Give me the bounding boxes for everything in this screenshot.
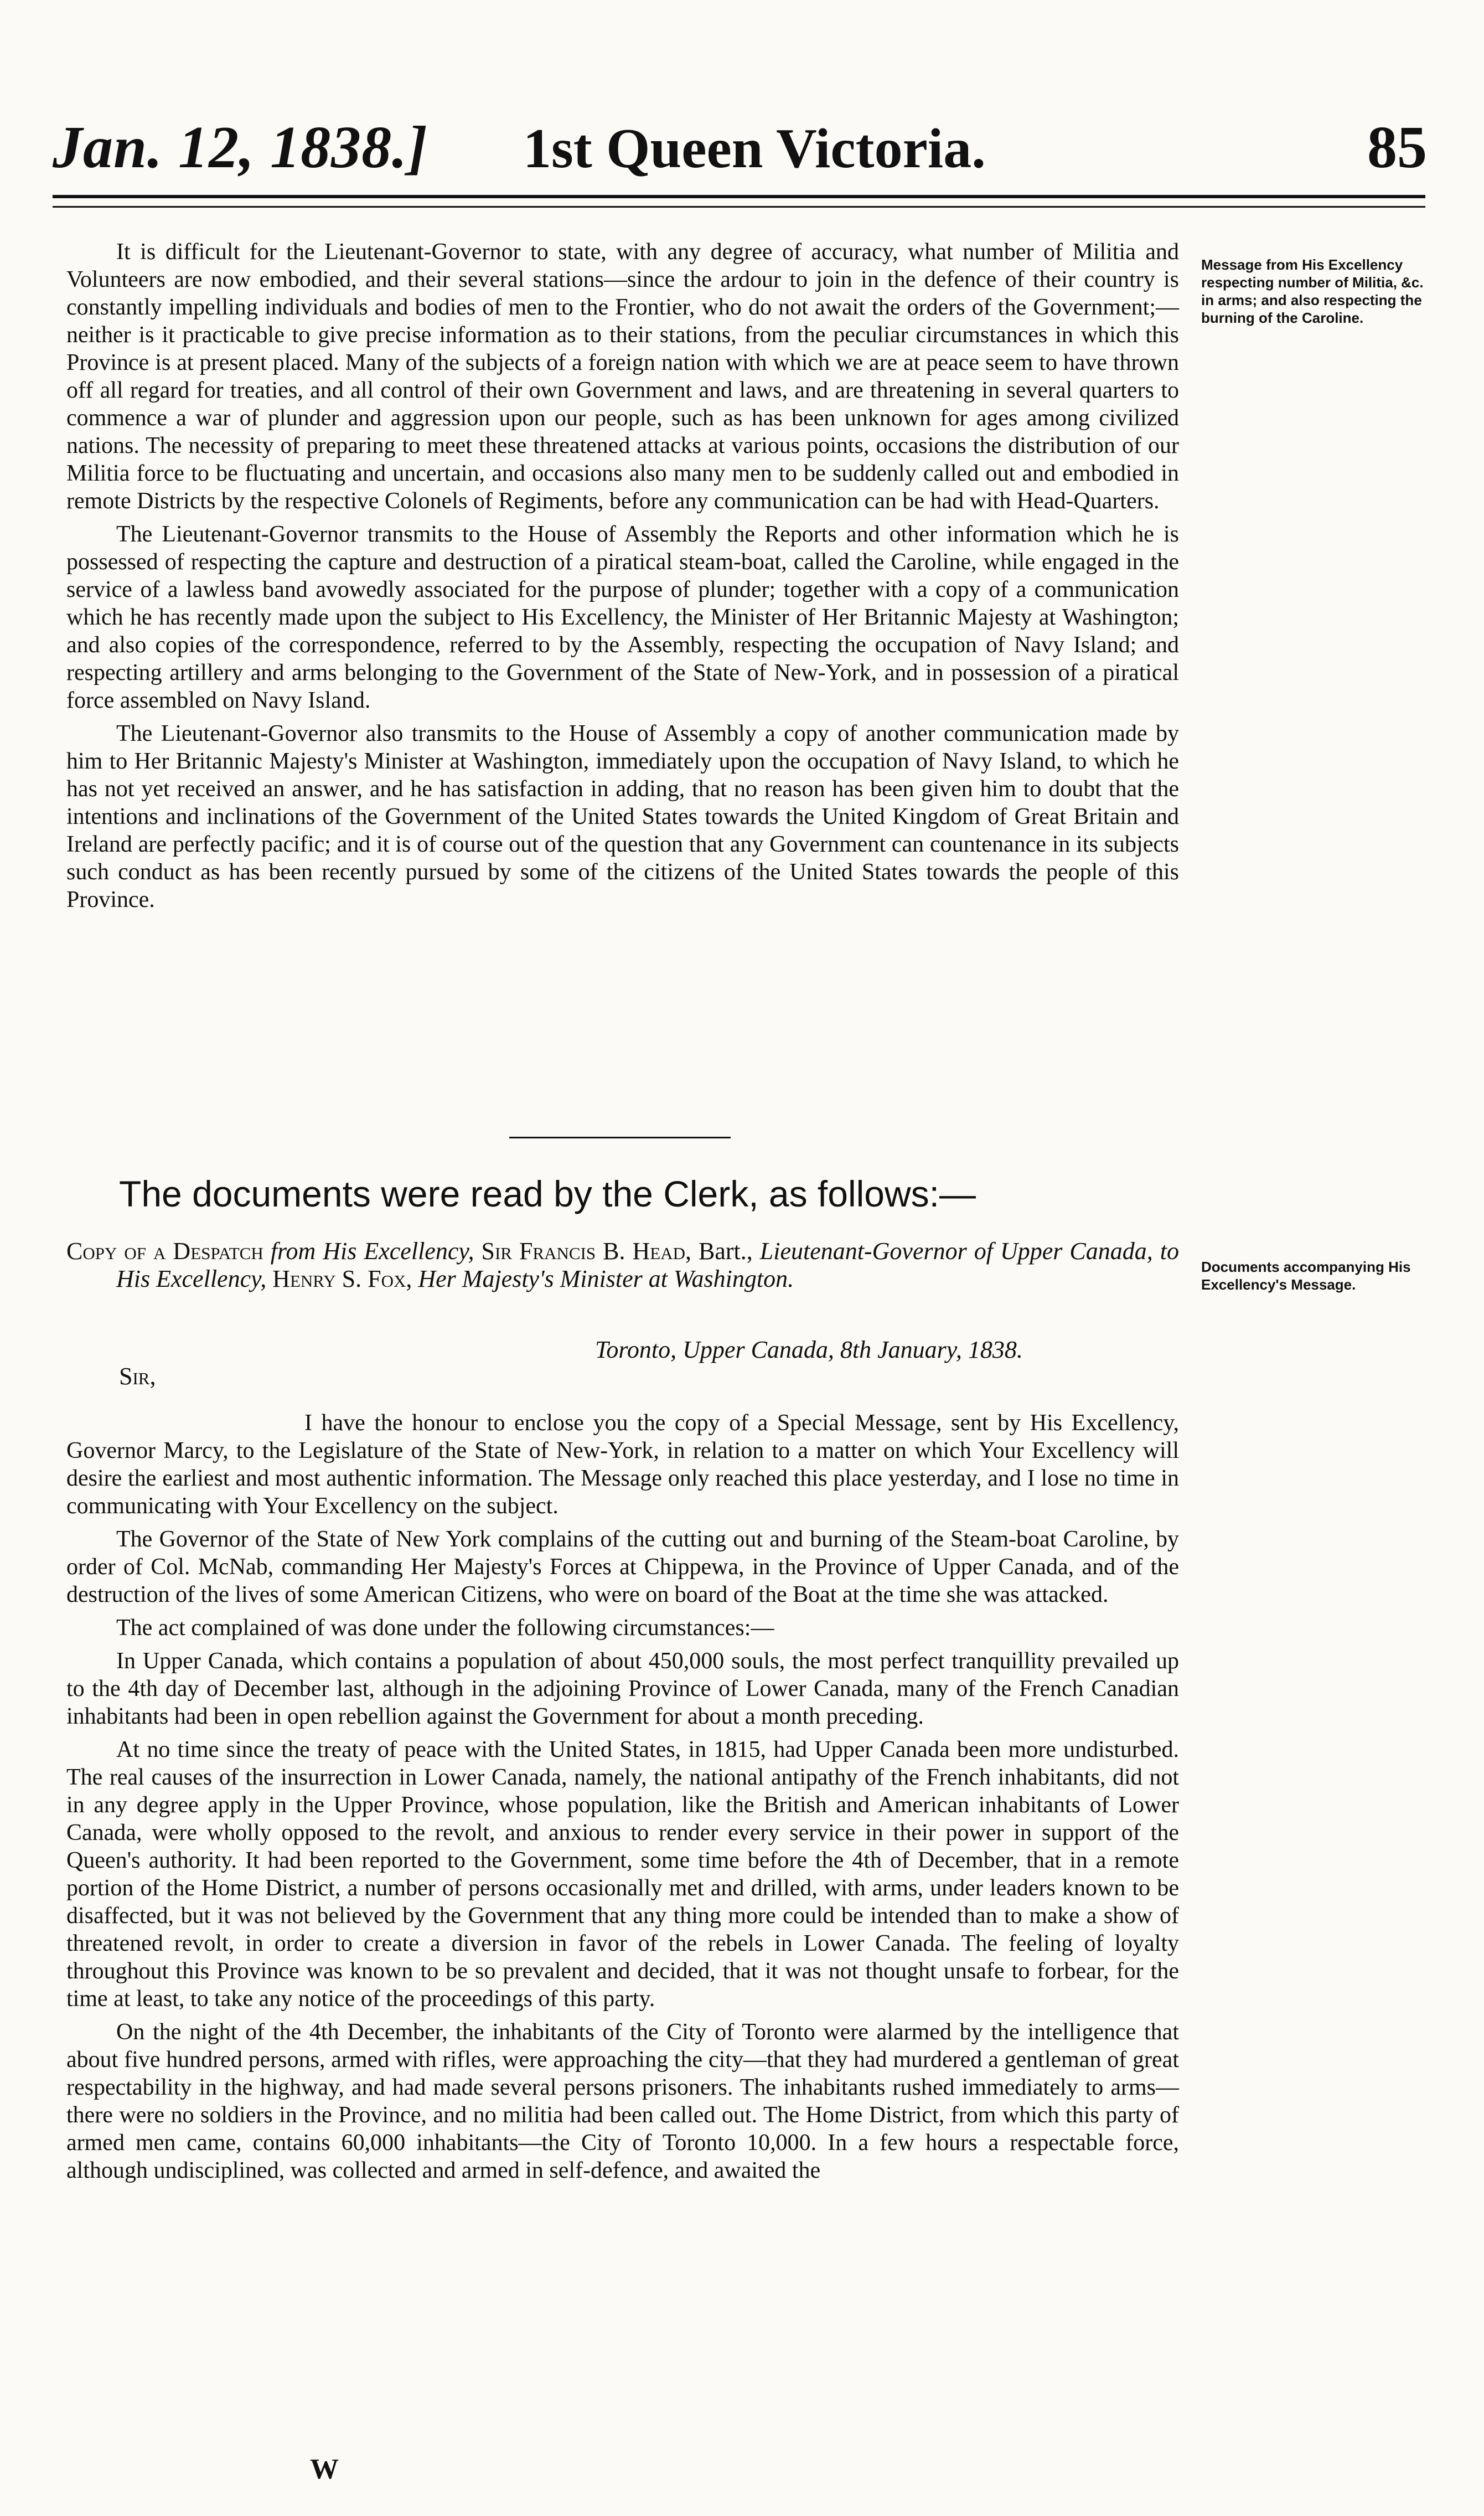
message-paragraph: It is difficult for the Lieutenant-Governor to state, with any degree of accuracy, what number of Militia and Volunteers are now embodied, and their several stations—since the ardour to join in the defence of their country is constantly impelling individuals and bodies of men to the Frontier, who do not await the orders of the Government;—neither is it practicable to give precise information as to their stations, from the peculiar circumstances in which this Province is at present placed. Many of the subjects of a foreign nation with which we are at peace seem to have thrown off all regard for treaties, and all control of their own Government and laws, and are threatening in several quarters to commence a war of plunder and aggression upon our people, such as has been unknown for ages among civilized nations. The necessity of preparing to meet these threatened attacks at various points, occasions the distribution of our Militia force to be fluctuating and uncertain, and occasions also many men to be suddenly called out and embodied in remote Districts by the respective Colonels of Regiments, before any communication can be had with Head-Quarters. <box>66 239 1179 514</box>
despatch-paragraph: The Governor of the State of New York complains of the cutting out and burning of the Steam-boat Caroline, by order of Col. McNab, commanding Her Majesty's Forces at Chippewa, in the Province of Upper Canada, and of the destruction of the lives of some American Citizens, who were on board of the Boat at the time she was attacked. <box>66 1527 1179 1607</box>
despatch-lt-gov: Lieutenant-Governor of Upper Canada, to His Excellency, <box>116 1238 1179 1292</box>
despatch-place-date: Toronto, Upper Canada, 8th January, 1838. <box>595 1336 1023 1363</box>
despatch-sender: Sir Francis B. Head, <box>481 1238 691 1265</box>
message-body <box>66 238 1179 919</box>
signature-mark: W <box>310 2453 339 2485</box>
documents-heading: The documents were read by the Clerk, as follows:— <box>119 1173 976 1214</box>
header-title: 1st Queen Victoria. <box>523 117 986 180</box>
message-paragraph: The Lieutenant-Governor transmits to the House of Assembly the Reports and other information which he is possessed of respecting the capture and destruction of a piratical steam-boat, called the Caroline, while engaged in the service of a lawless band avowedly associated for the purpose of plunder; together with a copy of a communication which he has recently made upon the subject to His Excellency, the Minister of Her Britannic Majesty at Washington; and also copies of the correspondence, referred to by the Assembly, respecting the occupation of Navy Island; and respecting artillery and arms belonging to the Government of the State of New-York, and in possession of a piratical force assembled on Navy Island. <box>66 522 1179 713</box>
despatch-paragraph: In Upper Canada, which contains a population of about 450,000 souls, the most perfect tranquillity prevailed up to the 4th day of December last, although in the adjoining Province of Lower Canada, many of the French Canadian inhabitants had been in open rebellion against the Government for about a month preceding. <box>66 1648 1179 1729</box>
section-divider <box>509 1137 731 1138</box>
despatch-recipient: Henry S. Fox, <box>272 1265 412 1292</box>
page-number: 85 <box>1367 115 1427 181</box>
despatch-copy-of: Copy of a Despatch <box>66 1238 263 1265</box>
despatch-bart: Bart., <box>699 1238 753 1265</box>
despatch-paragraph: I have the honour to enclose you the copy of a Special Message, sent by His Excellency, Governor Marcy, to the Legislature of the State of New-York, in relation to a matter on which Your Excellency will desire the earliest and most authentic information. The Message only reached this place yesterday, and I lose no time in communicating with Your Excellency on the subject. <box>66 1410 1179 1519</box>
despatch-minister: Her Majesty's Minister at Washington. <box>418 1265 794 1292</box>
margin-note-message: Message from His Excellency respecting number of Militia, &c. in arms; and also respecting the burning of the Caroline. <box>1201 256 1424 326</box>
header-date: Jan. 12, 1838.] <box>53 115 428 181</box>
despatch-title <box>66 1238 1179 1293</box>
despatch-paragraph: The act complained of was done under the following circumstances:— <box>116 1615 774 1641</box>
margin-note-documents: Documents accompanying His Excellency's Message. <box>1201 1259 1411 1293</box>
despatch-salutation: Sir, <box>119 1363 156 1390</box>
message-paragraph: The Lieutenant-Governor also transmits to the House of Assembly a copy of another communication made by him to Her Britannic Majesty's Minister at Washington, immediately upon the occupation of Navy Island, to which he has not yet received an answer, and he has satisfaction in adding, that no reason has been given him to doubt that the intentions and inclinations of the Government of the United States towards the United Kingdom of Great Britain and Ireland are perfectly pacific; and it is of course out of the question that any Government can countenance in its subjects such conduct as has been recently pursued by some of the citizens of the United States towards the people of this Province. <box>66 721 1179 912</box>
despatch-from: from His Excellency, <box>270 1238 474 1265</box>
despatch-paragraph: At no time since the treaty of peace with the United States, in 1815, had Upper Canada been more undisturbed. The real causes of the insurrection in Lower Canada, namely, the national antipathy of the French inhabitants, did not in any degree apply in the Upper Province, whose population, like the British and American inhabitants of Lower Canada, were wholly opposed to the revolt, and anxious to render every service in their power in support of the Queen's authority. It had been reported to the Government, some time before the 4th of December, that in a remote portion of the Home District, a number of persons occasionally met and drilled, with arms, under leaders known to be disaffected, but it was not believed by the Government that any thing more could be intended than to make a show of threatened revolt, in order to create a diversion in favor of the rebels in Lower Canada. The feeling of loyalty throughout this Province was known to be so prevalent and decided, that it was not thought unsafe to forbear, for the time at least, to take any notice of the proceedings of this party. <box>66 1737 1179 2012</box>
header-rule-thin <box>53 206 1425 208</box>
despatch-body <box>66 1409 1179 2190</box>
despatch-paragraph: On the night of the 4th December, the inhabitants of the City of Toronto were alarmed by the intelligence that about five hundred persons, armed with rifles, were approaching the city—that they had murdered a gentleman of great respectability in the highway, and had made several persons prisoners. The inhabitants rushed immediately to arms—there were no soldiers in the Province, and no militia had been called out. The Home District, from which this party of armed men came, contains 60,000 inhabitants—the City of Toronto 10,000. In a few hours a respectable force, although undisciplined, was collected and armed in self-defence, and awaited the <box>66 2019 1179 2183</box>
header-rule-thick <box>53 195 1425 198</box>
